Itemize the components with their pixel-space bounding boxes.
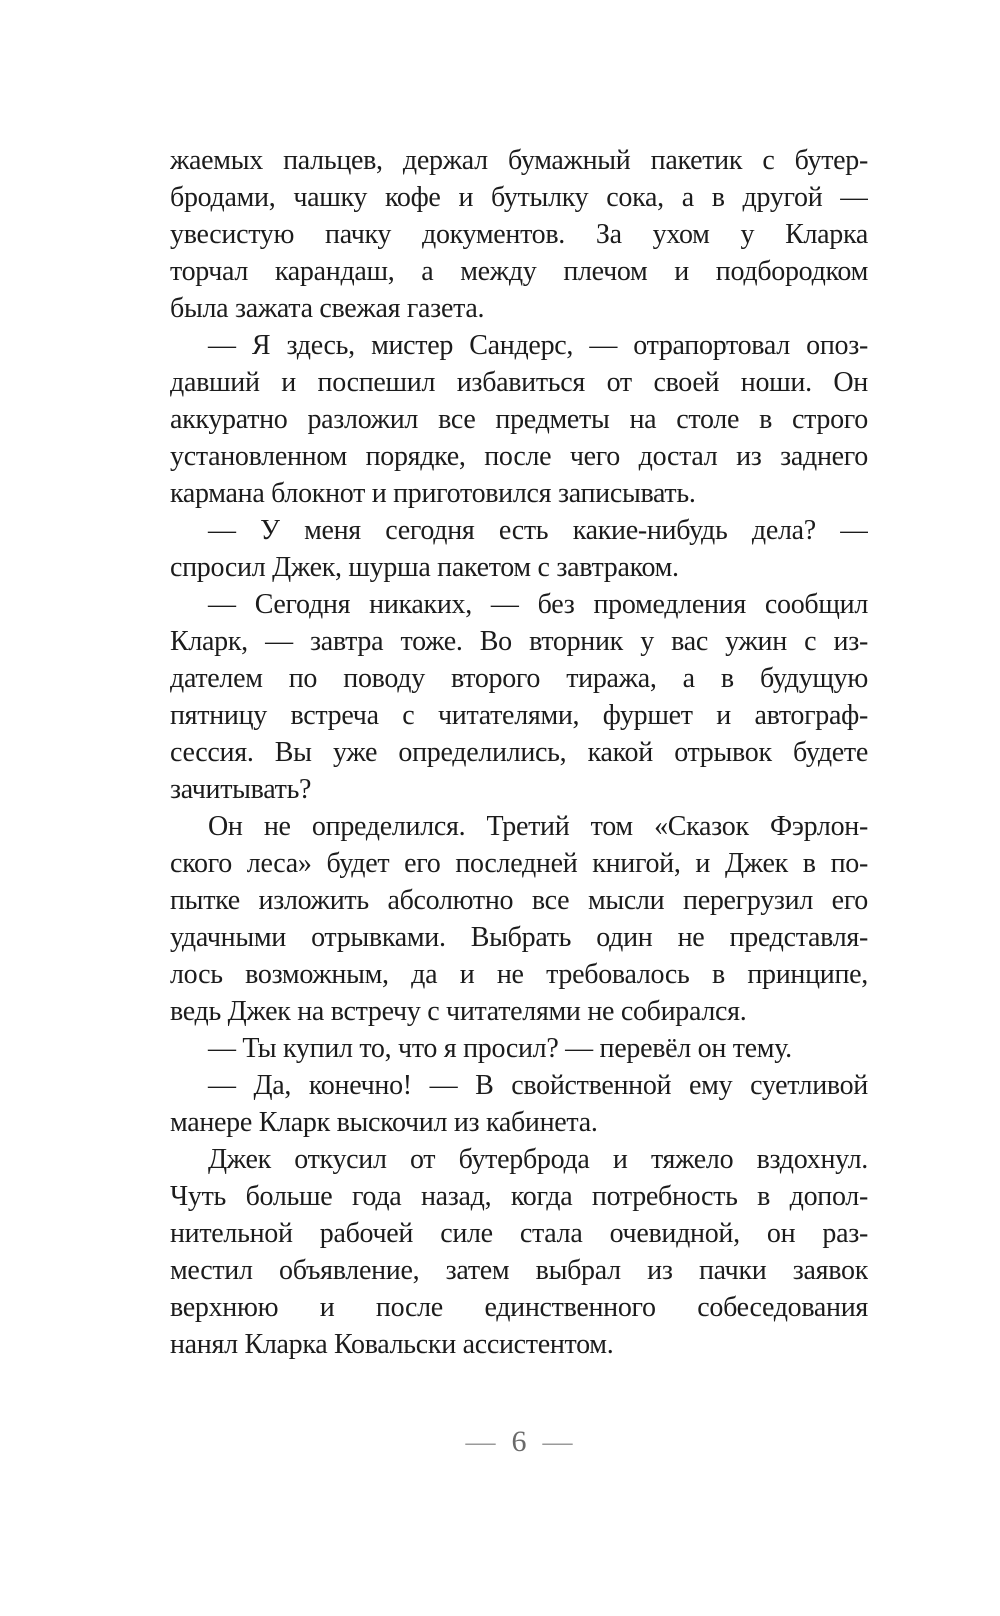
text-line: жаемых пальцев, держал бумажный пакетик с бутер- — [170, 145, 868, 176]
text-line: удачными отрывками. Выбрать один не представля- — [170, 922, 868, 953]
text-line: нительной рабочей силе стала очевидной, он раз- — [170, 1218, 868, 1249]
text-line: бродами, чашку кофе и бутылку сока, а в другой — — [170, 182, 868, 213]
text-line: — Ты купил то, что я просил? — перевёл он тему. — [208, 1033, 792, 1064]
text-line: ведь Джек на встречу с читателями не собирался. — [170, 996, 747, 1027]
text-line: зачитывать? — [170, 774, 312, 805]
page-number-dash-left: — — [465, 1425, 496, 1458]
text-line: ского леса» будет его последней книгой, и Джек в по- — [170, 848, 868, 879]
text-line: Чуть больше года назад, когда потребность в допол- — [170, 1181, 868, 1212]
text-line: аккуратно разложил все предметы на столе в строго — [170, 404, 868, 435]
text-line: манере Кларк выскочил из кабинета. — [170, 1107, 598, 1138]
text-line: дателем по поводу второго тиража, а в будущую — [170, 663, 868, 694]
text-line: Джек откусил от бутерброда и тяжело вздохнул. — [208, 1144, 868, 1175]
paragraph — [170, 586, 868, 808]
body-text — [170, 142, 868, 1363]
text-line: увесистую пачку документов. За ухом у Кларка — [170, 219, 868, 250]
paragraph — [170, 327, 868, 512]
paragraph — [170, 1067, 868, 1141]
text-line: — У меня сегодня есть какие-нибудь дела? — — [208, 515, 868, 546]
text-line: — Сегодня никаких, — без промедления сообщил — [208, 589, 868, 620]
page-number — [170, 1422, 868, 1462]
text-line: Кларк, — завтра тоже. Во вторник у вас ужин с из- — [170, 626, 868, 657]
text-line: — Я здесь, мистер Сандерс, — отрапортовал опоз- — [208, 330, 868, 361]
paragraph — [170, 1141, 868, 1363]
text-line: пятницу встреча с читателями, фуршет и автограф- — [170, 700, 868, 731]
paragraph — [170, 808, 868, 1030]
text-line: — Да, конечно! — В свойственной ему суетливой — [208, 1070, 868, 1101]
text-line: была зажата свежая газета. — [170, 293, 485, 324]
paragraph — [170, 1030, 868, 1067]
text-line: верхнюю и после единственного собеседования — [170, 1292, 868, 1323]
page-number-value: 6 — [511, 1425, 527, 1458]
text-line: торчал карандаш, а между плечом и подбородком — [170, 256, 868, 287]
text-line: установленном порядке, после чего достал из заднего — [170, 441, 868, 472]
text-line: пытке изложить абсолютно все мысли перегрузил его — [170, 885, 868, 916]
text-line: спросил Джек, шурша пакетом с завтраком. — [170, 552, 679, 583]
text-line: Он не определился. Третий том «Сказок Фэрлон- — [208, 811, 868, 842]
text-line: нанял Кларка Ковальски ассистентом. — [170, 1329, 614, 1360]
page-number-dash-right: — — [542, 1425, 573, 1458]
text-line: местил объявление, затем выбрал из пачки заявок — [170, 1255, 868, 1286]
text-line: кармана блокнот и приготовился записывать. — [170, 478, 696, 509]
text-line: сессия. Вы уже определились, какой отрывок будете — [170, 737, 868, 768]
text-line: лось возможным, да и не требовалось в принципе, — [170, 959, 868, 990]
paragraph — [170, 142, 868, 327]
text-line: давший и поспешил избавиться от своей ноши. Он — [170, 367, 868, 398]
paragraph — [170, 512, 868, 586]
